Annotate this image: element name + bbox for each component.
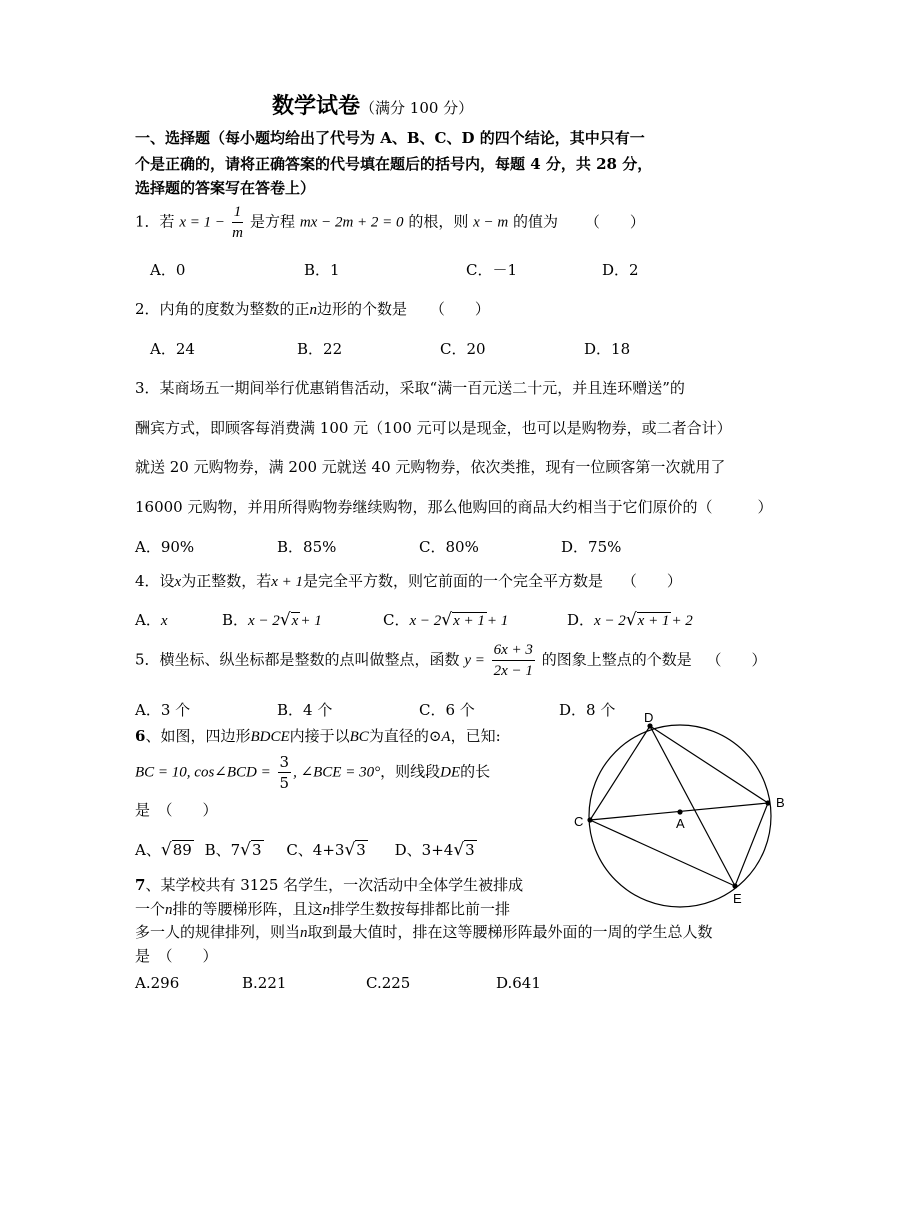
q4-d-post: + 2: [671, 613, 693, 629]
point-c: [587, 817, 592, 822]
q6-option-c: [286, 840, 368, 860]
q7-line2-pre: 一个: [135, 900, 166, 918]
q4-option-b: [222, 610, 322, 631]
q6-d-rad: 3: [465, 841, 475, 859]
q6-option-a: [135, 840, 194, 860]
q6-line1-d: ，已知:: [450, 727, 501, 745]
title-text: 数学试卷: [272, 93, 361, 119]
q6-c-label: C、4+3: [286, 841, 345, 859]
q1-target: x − m: [473, 214, 509, 231]
q7-option-c: C.225: [366, 974, 411, 992]
q7-n1: n: [165, 902, 173, 918]
q4-text-mid: 为正整数，若: [181, 572, 272, 590]
label-b: B: [776, 795, 785, 810]
q6-line3: 是 （ ）: [135, 801, 218, 819]
q4-c-rad: x + 1: [453, 613, 485, 629]
q6-frac-num: 3: [279, 753, 290, 771]
q3-line1: 3．某商场五一期间举行优惠销售活动，采取“满一百元送二十元，并且连环赠送”的: [135, 379, 685, 397]
q1-frac-den: m: [232, 225, 243, 241]
q6-d-label: D、3+4: [394, 841, 454, 859]
q6-quad: BDCE: [250, 729, 290, 745]
q6-c-rad: 3: [356, 841, 366, 859]
q6-line2-end: 的长: [460, 762, 491, 781]
q4-b-label: B．: [222, 611, 249, 629]
q1-mid2: 的根，则: [408, 212, 469, 231]
q4-x: x: [174, 574, 182, 590]
q7-line2-end: 排学生数按每排都比前一排: [330, 900, 511, 918]
question-4: [135, 571, 682, 592]
q5-text-pre: 5．横坐标、纵坐标都是整数的点叫做整点，函数: [135, 650, 460, 669]
q6-option-d: [395, 840, 477, 860]
q5-option-a: A．3 个: [135, 701, 191, 719]
sqrt-icon: √: [279, 610, 291, 630]
q3-line2: 酬宾方式，即顾客每消费满 100 元（100 元可以是现金，也可以是购物券，或二者合计）: [135, 419, 732, 437]
q4-b-pre: x − 2: [248, 613, 280, 629]
sqrt-icon: √: [441, 610, 453, 630]
q3-option-b: B．85%: [277, 538, 337, 556]
point-b: [765, 800, 770, 805]
q7-n2: n: [322, 902, 331, 918]
q6-line2-post: ，则线段: [380, 762, 441, 781]
q7-line2-post: 排的等腰梯形阵，且这: [172, 900, 323, 918]
q1-option-c: C．－1: [466, 261, 518, 279]
q7-line4: 是 （ ）: [135, 947, 218, 965]
q5-option-c: C．6 个: [419, 701, 475, 719]
q6-bc: BC: [349, 729, 369, 745]
sqrt-icon: √: [344, 840, 356, 860]
q6-de: DE: [440, 764, 461, 781]
q7-line3-pre: 多一人的规律排列，则当: [135, 923, 301, 941]
q4-b-rad: x: [291, 613, 299, 629]
q5-fraction: [492, 640, 535, 681]
q4-a-label: A．: [135, 611, 161, 629]
q5-frac-num: 6x + 3: [492, 640, 535, 661]
q6-frac-den: 5: [279, 774, 290, 792]
q6-a-label: A、: [135, 841, 161, 859]
q5-y-eq: y =: [464, 652, 485, 669]
q2-text-pre: 2．内角的度数为整数的正: [135, 300, 310, 318]
q4-b-post: + 1: [300, 613, 322, 629]
q6-line1-c: 为直径的⊙: [368, 727, 442, 745]
q6-given-a: BC = 10, cos∠BCD =: [135, 764, 271, 781]
section-instructions-line3: 选择题的答案写在答卷上）: [135, 179, 316, 197]
q1-mid: 是方程: [250, 212, 296, 231]
q3-line3: 就送 20 元购物券，满 200 元就送 40 元购物券，依次类推，现有一位顾客第一次就用了: [135, 458, 726, 476]
section-instructions-line1: 一、选择题（每小题均给出了代号为 A、B、C、D 的四个结论，其中只有一: [135, 129, 645, 147]
q6-line2: [135, 752, 490, 793]
q6-line1: [135, 726, 501, 747]
q7-option-a: A.296: [135, 974, 180, 992]
question-2: [135, 299, 490, 320]
q6-options: [135, 840, 477, 860]
q5-option-d: D．8 个: [559, 701, 616, 719]
q5-frac-den: 2x − 1: [493, 663, 533, 679]
point-a: [677, 809, 682, 814]
q6-given-b: , ∠BCE = 30°: [293, 764, 381, 781]
q6-b-rad: 3: [251, 841, 262, 859]
section-instructions-line2: 个是正确的，请将正确答案的代号填在题后的括号内，每题 4 分，共 28 分，: [135, 155, 653, 173]
q1-fraction: [232, 202, 244, 243]
label-c: C: [574, 814, 584, 829]
q3-option-a: A．90%: [135, 538, 195, 556]
q4-expr: x + 1: [271, 574, 304, 590]
q1-expr: x = 1 −: [179, 214, 225, 231]
q3-option-c: C．80%: [419, 538, 479, 556]
q7-option-d: D.641: [496, 974, 541, 992]
q2-answer-paren: （ ）: [429, 300, 490, 318]
q1-number: 1．若: [135, 212, 175, 231]
q7-line2: [135, 899, 510, 920]
title-note: （满分 100 分）: [360, 99, 474, 117]
q6-number: 6: [135, 727, 146, 745]
q6-option-b: [205, 840, 264, 860]
q7-option-b: B.221: [242, 974, 287, 992]
q5-option-b: B．4 个: [277, 701, 333, 719]
sqrt-icon: √: [240, 840, 251, 860]
q6-fraction: [278, 752, 292, 793]
q2-option-a: A．24: [150, 340, 195, 358]
q4-d-label: D．: [567, 611, 595, 629]
q2-n: n: [309, 302, 318, 318]
q1-frac-num: 1: [232, 202, 244, 223]
question-1: [135, 202, 645, 243]
q6-a: A: [441, 729, 451, 745]
segment-de: [650, 726, 735, 886]
q4-d-pre: x − 2: [594, 613, 626, 629]
q1-equation: mx − 2m + 2 = 0: [299, 214, 404, 231]
q6-b-label: B、7: [204, 841, 241, 859]
q2-option-d: D．18: [584, 340, 631, 358]
q2-option-b: B．22: [297, 340, 343, 358]
q1-option-a: A．0: [150, 261, 186, 279]
q4-a-expr: x: [160, 613, 168, 629]
q4-d-rad: x + 1: [637, 613, 670, 629]
q4-answer-paren: （ ）: [621, 572, 682, 590]
q5-text-post: 的图象上整点的个数是: [541, 650, 692, 669]
q7-line1: [135, 875, 523, 895]
q3-option-d: D．75%: [561, 538, 622, 556]
label-a: A: [676, 816, 685, 831]
q4-option-a: [135, 610, 168, 631]
q1-option-d: D．2: [602, 261, 639, 279]
q6-a-rad: 89: [172, 841, 192, 859]
q4-text-post: 是完全平方数，则它前面的一个完全平方数是: [303, 572, 604, 590]
label-d: D: [644, 710, 654, 725]
q1-end: 的值为: [513, 212, 559, 231]
question-5: [135, 640, 767, 681]
q7-line3: [135, 922, 713, 943]
q2-option-c: C．20: [440, 340, 486, 358]
sqrt-icon: √: [625, 610, 637, 630]
sqrt-icon: √: [160, 840, 172, 860]
q4-option-c: [383, 610, 508, 631]
point-e: [732, 883, 737, 888]
q4-c-label: C．: [383, 611, 410, 629]
page-title: [272, 93, 474, 119]
q5-answer-paren: （ ）: [706, 650, 767, 669]
sqrt-icon: √: [453, 840, 465, 860]
q7-number: 7: [135, 876, 146, 894]
q4-c-pre: x − 2: [409, 613, 442, 629]
q6-line1-a: 、如图，四边形: [145, 727, 251, 745]
q7-line3-post: 取到最大值时，排在这等腰梯形阵最外面的一周的学生总人数: [307, 923, 713, 941]
q7-line1-text: 、某学校共有 3125 名学生，一次活动中全体学生被排成: [145, 876, 524, 894]
q1-option-b: B．1: [304, 261, 340, 279]
q3-line4: 16000 元购物，并用所得购物券继续购物，那么他购回的商品大约相当于它们原价的（ ）: [135, 498, 773, 516]
q4-option-d: [567, 610, 693, 631]
q4-c-post: + 1: [486, 613, 509, 629]
label-e: E: [733, 891, 742, 906]
q1-answer-paren: （ ）: [584, 212, 645, 231]
q7-n3: n: [300, 925, 308, 941]
q4-text-pre: 4．设: [135, 572, 175, 590]
q2-text-post: 边形的个数是: [317, 300, 408, 318]
q6-line1-b: 内接于以: [289, 727, 350, 745]
